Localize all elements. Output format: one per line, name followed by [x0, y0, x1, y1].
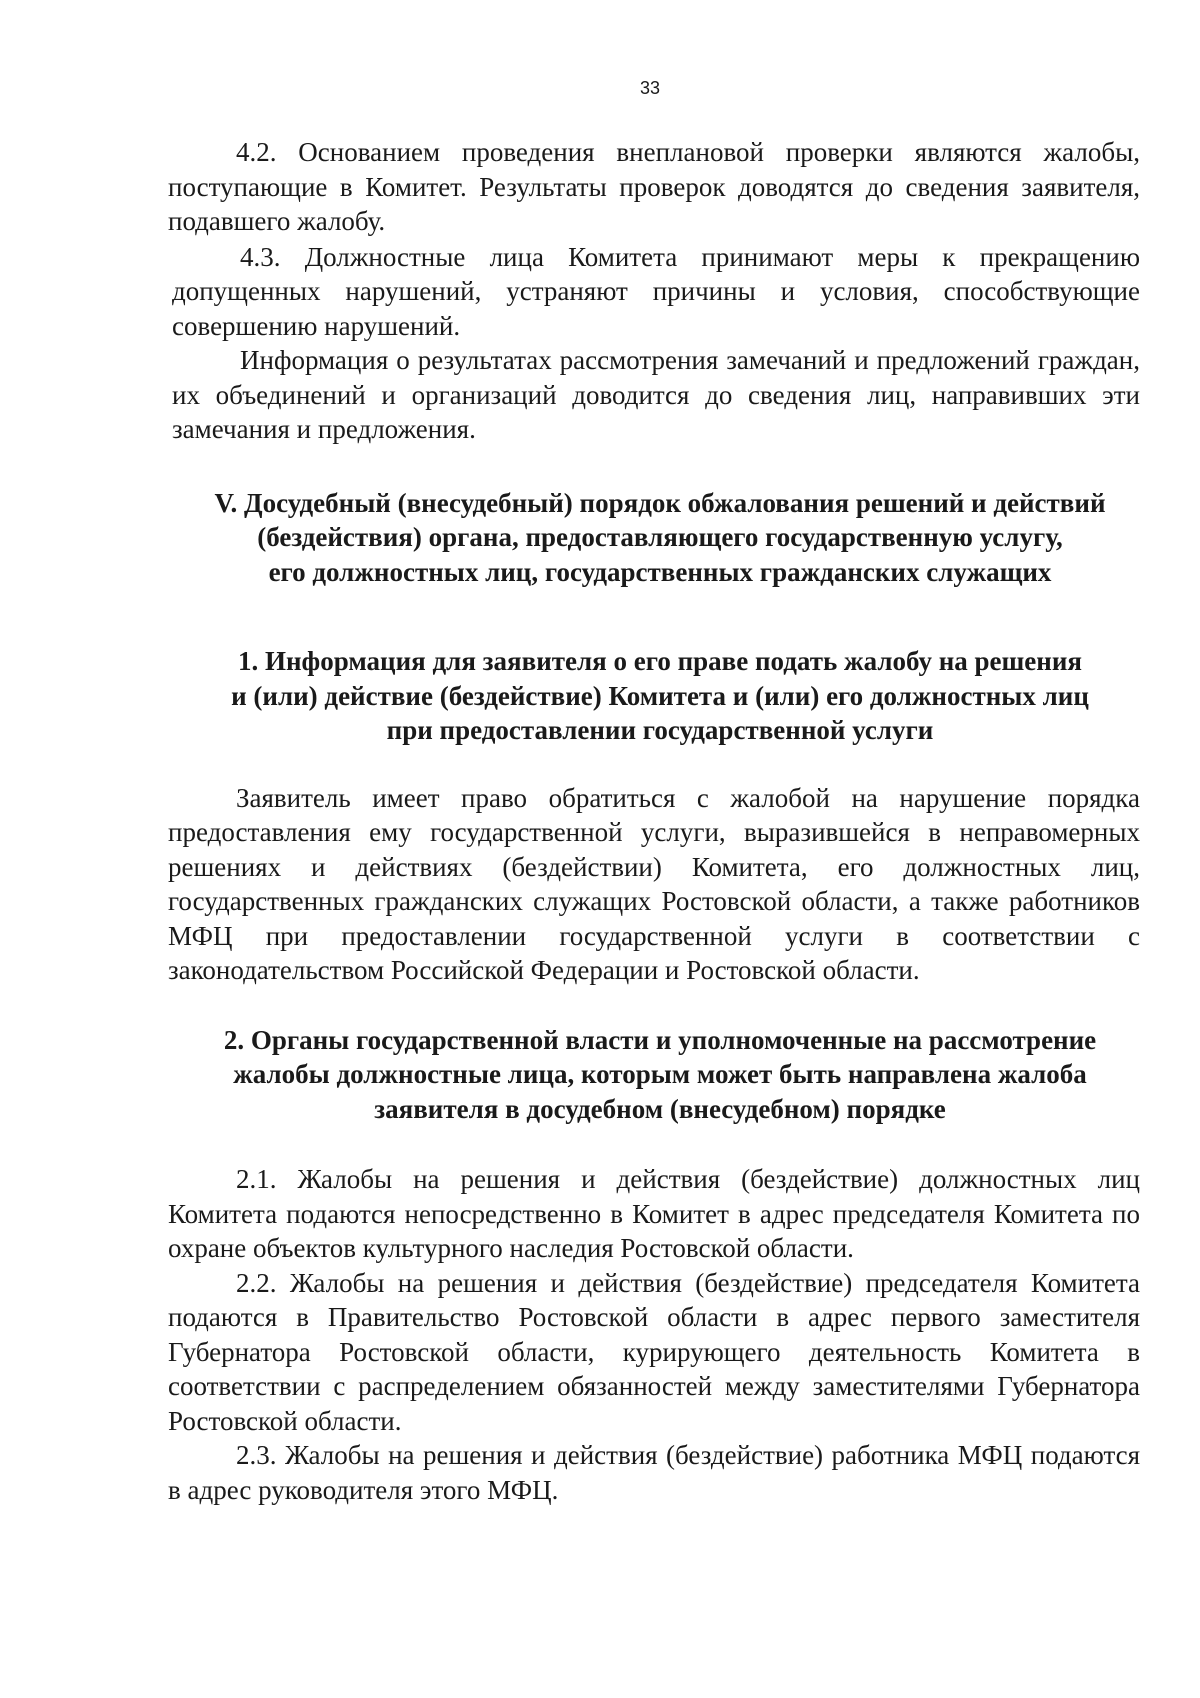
page-number: 33	[639, 78, 661, 98]
subsection-1-heading-line: 1. Информация для заявителя о его праве подать жалобу на решения	[237, 646, 1082, 676]
subsection-1-paragraph: Заявитель имеет право обратиться с жалобой на нарушение порядка предоставления ему государственной услуги, выразившейся в неправомерных решениях и действиях (бездействии) Комитета, его должностных лиц, государственных гражданских служащих Ростовской области, а также работников МФЦ при предоставлении государственной услуги в соответствии с законодательством Российской Федерации и Ростовской области.	[168, 782, 1140, 985]
subsection-1-heading-line: при предоставлении государственной услуги	[386, 715, 934, 745]
paragraph-information: Информация о результатах рассмотрения замечаний и предложений граждан, их объединений и организаций доводится до сведения лиц, направивших эти замечания и предложения.	[172, 345, 1140, 444]
paragraph-4-2: 4.2. Основанием проведения внеплановой проверки являются жалобы, поступающие в Комитет. Результаты проверок доводятся до сведения заявителя, подавшего жалобу.	[168, 137, 1140, 236]
subsection-1-heading	[168, 644, 1140, 748]
subsection-2-heading-line: 2. Органы государственной власти и уполномоченные на рассмотрение	[223, 1024, 1097, 1055]
subsection-2-heading	[168, 1023, 1140, 1127]
paragraph-2-1: 2.1. Жалобы на решения и действия (бездействие) должностных лиц Комитета подаются непосредственно в Комитет в адрес председателя Комитета по охране объектов культурного наследия Ростовской области.	[168, 1164, 1140, 1263]
section-v-heading-line: его должностных лиц, государственных гражданских служащих	[268, 556, 1052, 587]
subsection-1-heading-line: и (или) действие (бездействие) Комитета и (или) его должностных лиц	[231, 680, 1089, 711]
subsection-2-heading-line: жалобы должностные лица, которым может быть направлена жалоба	[233, 1059, 1087, 1089]
document-body	[168, 135, 1140, 1507]
paragraph-4-3: 4.3. Должностные лица Комитета принимают меры к прекращению допущенных нарушений, устраняют причины и условия, способствующие совершению нарушений.	[172, 241, 1140, 341]
paragraph-2-3: 2.3. Жалобы на решения и действия (бездействие) работника МФЦ подаются в адрес руководителя этого МФЦ.	[168, 1440, 1140, 1505]
section-v-heading-line: V. Досудебный (внесудебный) порядок обжалования решений и действий	[214, 487, 1106, 518]
subsection-2-heading-line: заявителя в досудебном (внесудебном) порядке	[374, 1093, 946, 1124]
paragraph-2-2: 2.2. Жалобы на решения и действия (бездействие) председателя Комитета подаются в Правительство Ростовской области в адрес первого заместителя Губернатора Ростовской области, курирующего деятельность Комитета в соответствии с распределением обязанностей между заместителями Губернатора Ростовской области.	[168, 1267, 1140, 1436]
section-v-heading-line: (бездействия) органа, предоставляющего государственную услугу,	[257, 522, 1063, 552]
section-v-heading	[168, 486, 1140, 590]
